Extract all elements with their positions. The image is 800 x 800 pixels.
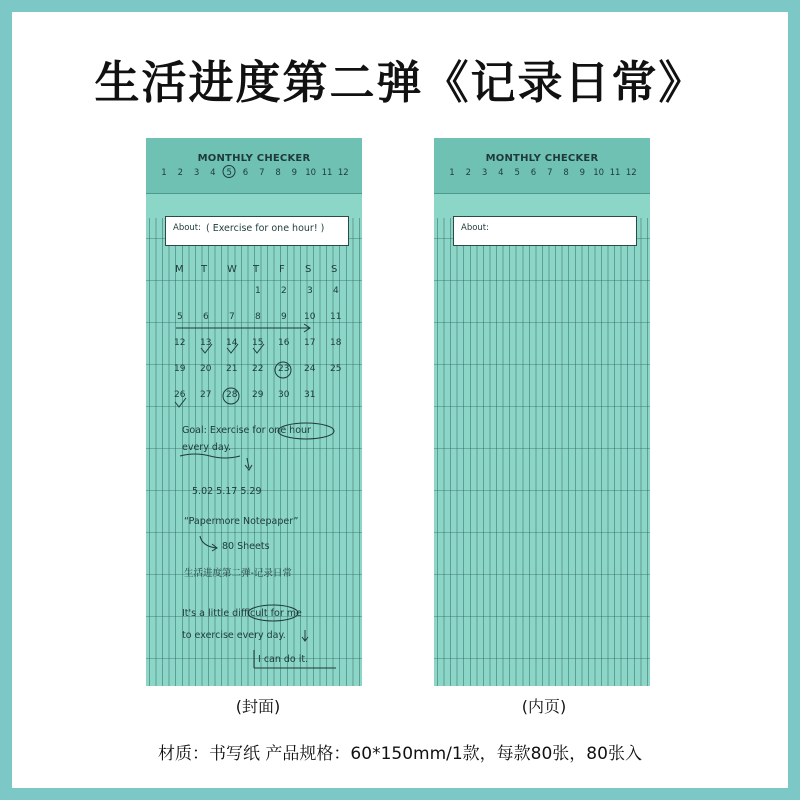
month-8: 8 xyxy=(563,168,569,178)
calendar-day: 4 xyxy=(333,286,339,296)
calendar-day: 8 xyxy=(255,312,261,322)
caption-cover: (封面) xyxy=(235,697,281,716)
calendar-day: 23 xyxy=(278,364,290,374)
calendar-day: 19 xyxy=(174,364,186,374)
note-line1: It's a little difficult for me xyxy=(182,608,302,619)
series-note: 生活进度第二弹-记录日常 xyxy=(184,568,292,579)
month-7: 7 xyxy=(547,168,553,178)
calendar-day: 13 xyxy=(200,338,212,348)
calendar-day: 6 xyxy=(203,312,209,322)
note-line2: to exercise every day. xyxy=(182,630,286,641)
circle-difficult xyxy=(248,605,298,621)
month-6: 6 xyxy=(242,168,249,178)
calendar-day: 22 xyxy=(252,364,264,374)
calendar-day: 12 xyxy=(174,338,186,348)
calendar-day: 7 xyxy=(229,312,235,322)
pad-header-title: MONTHLY CHECKER xyxy=(197,153,311,164)
sheets-note: 80 Sheets xyxy=(222,541,270,552)
sheets-arrow xyxy=(200,536,216,548)
brand-note: “Papermore Notepaper” xyxy=(184,516,299,527)
month-1: 1 xyxy=(449,168,455,178)
calendar-day: 3 xyxy=(307,286,313,296)
calendar-day: 1 xyxy=(255,286,261,296)
month-5: 5 xyxy=(226,168,232,178)
month-3: 3 xyxy=(481,168,488,178)
notepad-cover xyxy=(146,138,362,686)
calendar-day: 17 xyxy=(304,338,316,348)
calendar-day: 15 xyxy=(252,338,264,348)
check-mark-13 xyxy=(201,344,212,353)
month-9: 9 xyxy=(291,168,298,178)
goal-underline xyxy=(180,454,240,458)
weekday-label: T xyxy=(253,264,260,275)
weekday-label: S xyxy=(305,264,312,275)
down-arrow xyxy=(247,458,249,468)
month-9: 9 xyxy=(579,168,586,178)
month-10: 10 xyxy=(305,168,317,178)
month-row xyxy=(444,168,640,182)
check-dates: 5.02 5.17 5.29 xyxy=(192,486,262,497)
month-5: 5 xyxy=(514,168,520,178)
circle-day-23 xyxy=(275,362,291,378)
pad-header xyxy=(434,138,650,194)
month-2: 2 xyxy=(465,168,472,178)
calendar-day: 14 xyxy=(226,338,238,348)
check-mark-26 xyxy=(175,398,186,407)
weekday-label: T xyxy=(201,264,208,275)
circle-one-hour xyxy=(278,423,334,439)
check-mark-14 xyxy=(227,344,238,353)
check-mark-15 xyxy=(253,344,264,353)
calendar-day: 16 xyxy=(278,338,290,348)
calendar-day: 28 xyxy=(226,390,238,400)
month-4: 4 xyxy=(210,168,216,178)
calendar-day: 21 xyxy=(226,364,238,374)
about-value: ( Exercise for one hour! ) xyxy=(206,223,325,234)
calendar-day: 30 xyxy=(278,390,290,400)
pad-header-title: MONTHLY CHECKER xyxy=(485,153,599,164)
month-11: 11 xyxy=(321,168,333,178)
calendar-day: 20 xyxy=(200,364,212,374)
calendar-day: 25 xyxy=(330,364,342,374)
month-7: 7 xyxy=(259,168,265,178)
calendar-day: 2 xyxy=(281,286,287,296)
about-box xyxy=(453,216,637,246)
weekday-label: M xyxy=(175,264,184,275)
weekday-label: S xyxy=(331,264,338,275)
calendar-day: 24 xyxy=(304,364,316,374)
spec-footer: 材质：书写纸 产品规格：60*150mm/1款，每款80张，80张入 xyxy=(158,744,642,764)
notepad-inner xyxy=(434,138,650,686)
month-12: 12 xyxy=(625,168,637,178)
month-1: 1 xyxy=(161,168,167,178)
calendar-day: 10 xyxy=(304,312,316,322)
month-3: 3 xyxy=(193,168,200,178)
weekday-label: W xyxy=(227,264,237,275)
weekday-label: F xyxy=(279,264,285,275)
page-title: 生活进度第二弹《记录日常》 xyxy=(94,56,706,109)
note-line3: I can do it. xyxy=(258,654,309,665)
calendar-day: 9 xyxy=(281,312,287,322)
goal-line1: Goal: Exercise for one hour xyxy=(182,425,311,436)
calendar-day: 27 xyxy=(200,390,212,400)
circle-day-28 xyxy=(223,388,239,404)
calendar-day: 26 xyxy=(174,390,186,400)
calendar-day: 18 xyxy=(330,338,342,348)
month-4: 4 xyxy=(498,168,504,178)
month-11: 11 xyxy=(609,168,621,178)
month-2: 2 xyxy=(177,168,184,178)
about-label: About: xyxy=(461,223,489,233)
month-6: 6 xyxy=(530,168,537,178)
calendar-day: 31 xyxy=(304,390,316,400)
calendar-day: 5 xyxy=(177,312,183,322)
about-label: About: xyxy=(173,223,201,233)
month-12: 12 xyxy=(337,168,349,178)
caption-inner: (内页) xyxy=(521,697,567,716)
month-10: 10 xyxy=(593,168,605,178)
goal-line2: every day. xyxy=(182,442,231,453)
month-8: 8 xyxy=(275,168,281,178)
calendar-day: 29 xyxy=(252,390,264,400)
calendar-day: 11 xyxy=(330,312,342,322)
handwriting-marks xyxy=(146,138,362,686)
